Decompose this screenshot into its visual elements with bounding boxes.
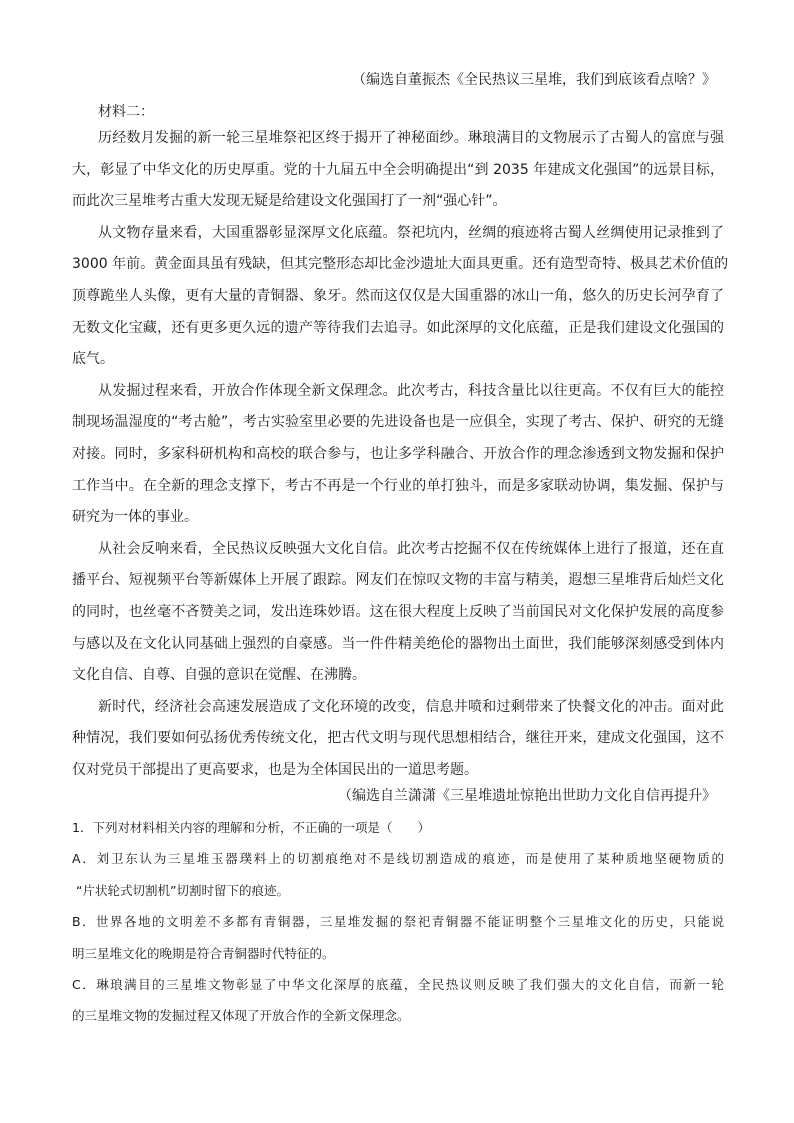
text-line: 研究为一体的事业。 — [72, 509, 198, 526]
text-line: 从社会反响来看，全民热议反映强大文化自信。此次考古挖掘不仅在传统媒体上进行了报道，还在直 — [98, 540, 724, 557]
option-text-line: A．刘卫东认为三星堆玉器璞料上的切割痕绝对不是线切割造成的痕迹，而是使用了某种质地坚硬物质的 — [72, 851, 724, 867]
text-line: 的同时，也丝毫不吝赞美之词，发出连珠妙语。这在很大程度上反映了当前国民对文化保护发展的高度参 — [72, 603, 724, 620]
text-line: 3000 年前。黄金面具虽有残缺，但其完整形态却比金沙遗址大面具更重。还有造型奇特、极具艺术价值的 — [72, 256, 729, 273]
option-text-line: C．琳琅满目的三星堆文物彰显了中华文化深厚的底蕴，全民热议则反映了我们强大的文化自信，而新一轮 — [72, 976, 724, 992]
text-line: 历经数月发掘的新一轮三星堆祭祀区终于揭开了神秘面纱。琳琅满目的文物展示了古蜀人的富庶与强 — [98, 130, 724, 146]
question-stem: 1．下列对材料相关内容的理解和分析，不正确的一项是（ ） — [72, 820, 430, 835]
text-line: 底气。 — [72, 351, 114, 368]
text-line: 与感以及在文化认同基础上强烈的自豪感。当一件件精美绝伦的器物出土面世，我们能够深刻感受到体内 — [72, 635, 724, 652]
text-line: 对接。同时，多家科研机构和高校的联合参与，也让多学科融合、开放合作的理念渗透到文物发掘和保护 — [72, 445, 724, 462]
text-line: 顶尊跪坐人头像，更有大量的青铜器、象牙。然而这仅仅是大国重器的冰山一角，悠久的历史长河孕育了 — [72, 287, 724, 304]
text-line: 从文物存量来看，大国重器彰显深厚文化底蕴。祭祀坑内，丝绸的痕迹将古蜀人丝绸使用记录推到了 — [98, 224, 724, 241]
text-line: 播平台、短视频平台等新媒体上开展了跟踪。网友们在惊叹文物的丰富与精美，遐想三星堆背后灿烂文化 — [72, 572, 724, 589]
option-text-line: 的三星堆文物的发掘过程又体现了开放合作的全新文保理念。 — [72, 1008, 410, 1024]
text-line: 新时代，经济社会高速发展造成了文化环境的改变，信息井喷和过剩带来了快餐文化的冲击。面对此 — [98, 698, 724, 715]
text-line: 种情况，我们要如何弘扬优秀传统文化，把古代文明与现代思想相结合，继往开来，建成文化强国，这不 — [72, 730, 724, 747]
text-line: 大，彰显了中华文化的历史厚重。党的十九届五中全会明确提出“到 2035 年建成文化强国”的远景目标， — [72, 161, 724, 178]
text-line: 文化自信、自尊、自强的意识在觉醒、在沸腾。 — [72, 667, 366, 684]
source-citation-1: （编选自董振杰《全民热议三星堆，我们到底该看点啥？》 — [352, 72, 716, 88]
text-line: 制现场温湿度的“考古舱”，考古实验室里必要的先进设备也是一应俱全，实现了考古、保护、研究的无缝 — [72, 414, 724, 431]
paragraph-3 — [72, 376, 724, 534]
text-line: 无数文化宝藏，还有更多更久远的遗产等待我们去追寻。如此深厚的文化底蕴，正是我们建设文化强国的 — [72, 319, 724, 336]
text-line: 从发掘过程来看，开放合作体现全新文保理念。此次考古，科技含量比以往更高。不仅有巨大的能控 — [98, 382, 724, 399]
question-block — [72, 812, 724, 1032]
option-text-line: B．世界各地的文明差不多都有青铜器，三星堆发掘的祭祀青铜器不能证明整个三星堆文化的历史，只能说 — [72, 914, 724, 930]
material-heading: 材料二： — [98, 104, 154, 120]
source-citation-2: （编选自兰潇潇《三星堆遗址惊艳出世助力文化自信再提升》 — [338, 788, 716, 804]
text-line: 工作当中。在全新的理念支撑下，考古不再是一个行业的单打独斗，而是多家联动协调，集发掘、保护与 — [72, 477, 724, 494]
paragraph-1 — [72, 123, 724, 218]
text-line: 仅对党员干部提出了更高要求，也是为全体国民出的一道思考题。 — [72, 761, 478, 778]
option-a — [72, 843, 724, 906]
material-two-body — [72, 123, 729, 786]
option-text-line: 明三星堆文化的晚期是符合青铜器时代特征的。 — [72, 945, 335, 961]
option-text-line: “片状轮式切割机”切割时留下的痕迹。 — [76, 882, 289, 898]
option-c — [72, 969, 724, 1032]
option-b — [72, 906, 724, 969]
paragraph-4 — [72, 534, 724, 692]
paragraph-2 — [72, 218, 729, 376]
paragraph-5 — [72, 692, 724, 787]
text-line: 而此次三星堆考古重大发现无疑是给建设文化强国打了一剂“强心针”。 — [72, 193, 507, 210]
